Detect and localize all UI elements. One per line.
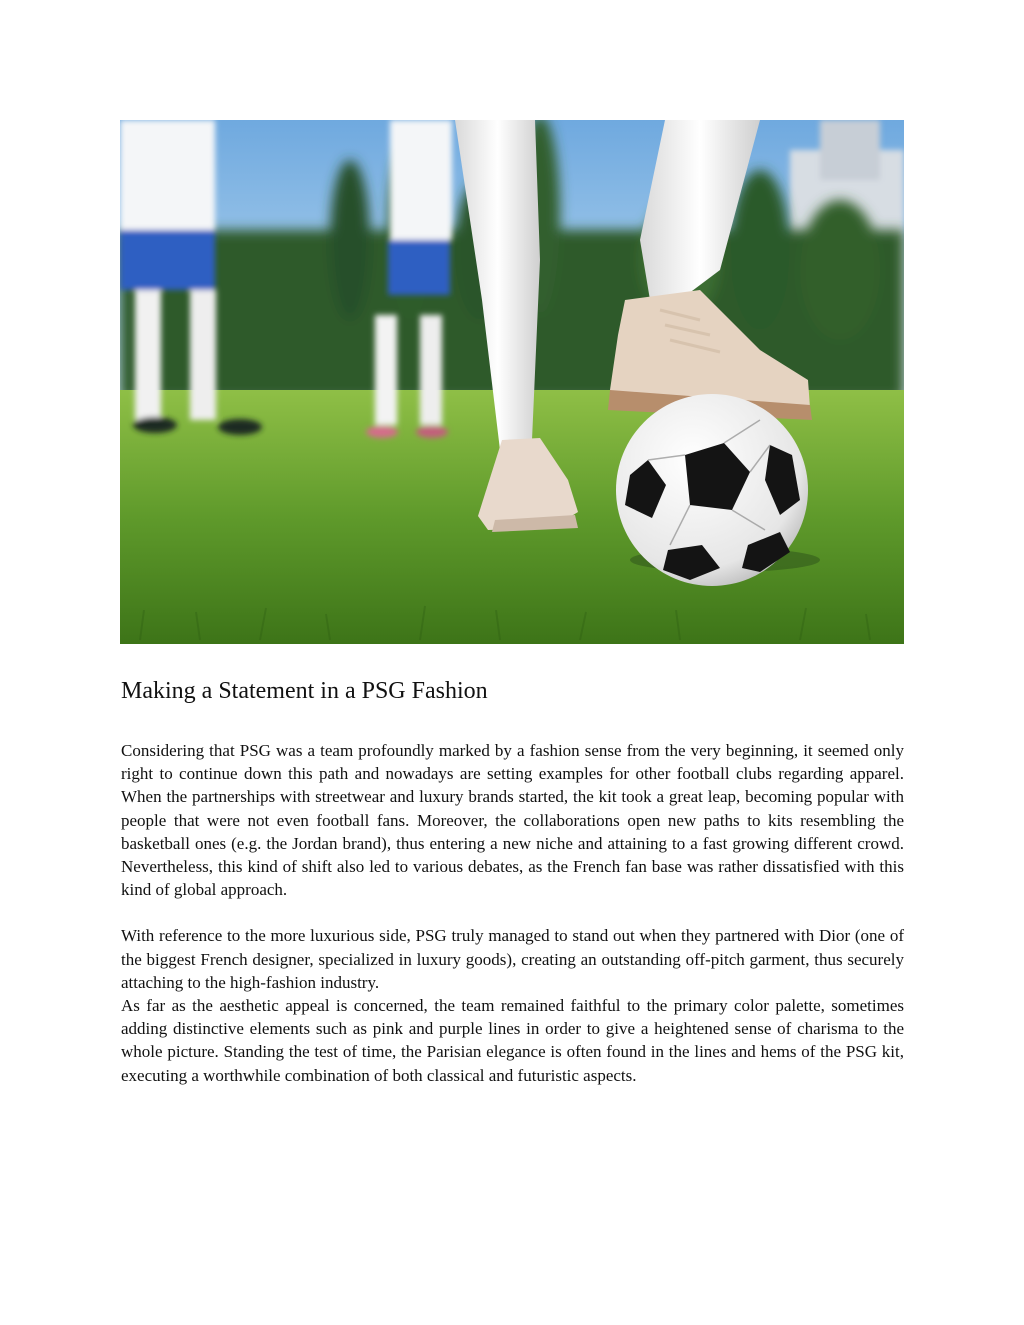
section-heading: Making a Statement in a PSG Fashion bbox=[121, 678, 488, 704]
article-body bbox=[121, 739, 904, 1087]
soccer-photo-illustration bbox=[120, 120, 904, 644]
soccer-photo bbox=[120, 120, 904, 644]
paragraph-luxury: With reference to the more luxurious side, PSG truly managed to stand out when they partnered with Dior (one of the biggest French designer, specialized in luxury goods), creating an outstanding off-pitch garment, thus securely attaching to the high-fashion industry. bbox=[121, 926, 904, 992]
paragraph-aesthetic: As far as the aesthetic appeal is concerned, the team remained faithful to the primary color palette, sometimes adding distinctive elements such as pink and purple lines in order to give a heightened sense of charisma to the whole picture. Standing the test of time, the Parisian elegance is often found in the lines and hems of the PSG kit, executing a worthwhile combination of both classical and futuristic aspects. bbox=[121, 996, 904, 1085]
paragraph-intro: Considering that PSG was a team profoundly marked by a fashion sense from the very beginning, it seemed only right to continue down this path and nowadays are setting examples for other football clubs regarding apparel. When the partnerships with streetwear and luxury brands started, the kit took a great leap, becoming popular with people that were not even football fans. Moreover, the collaborations open new paths to kits resembling the basketball ones (e.g. the Jordan brand), thus entering a new niche and attaining to a fast growing different crowd. Nevertheless, this kind of shift also led to various debates, as the French fan base was rather dissatisfied with this kind of global approach. bbox=[121, 741, 904, 900]
